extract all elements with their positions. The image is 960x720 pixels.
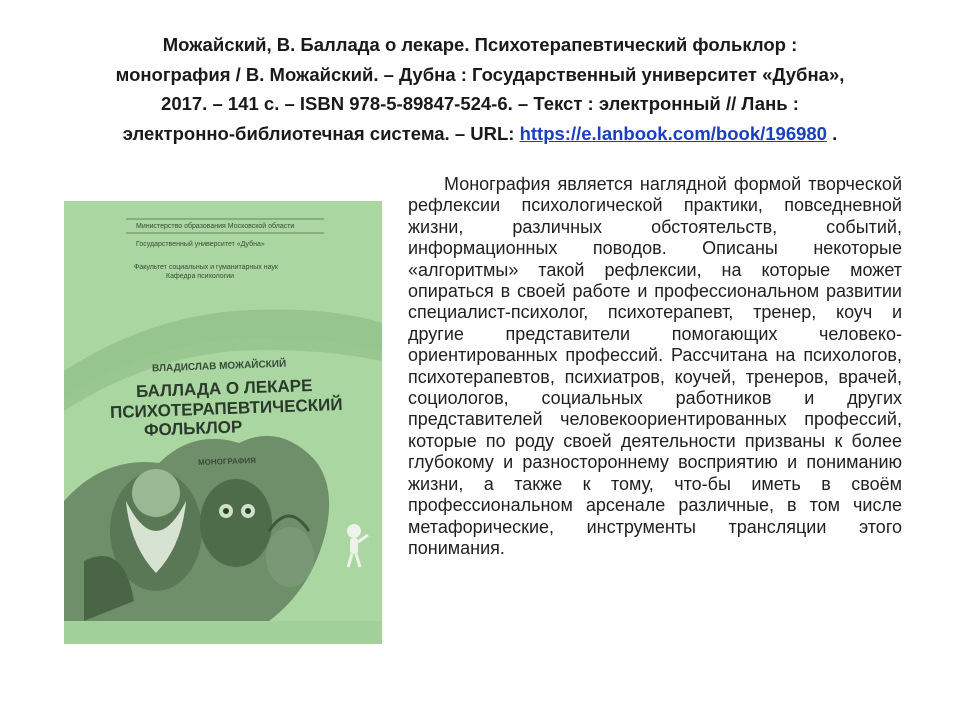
cover-figure	[347, 524, 368, 567]
cover-illustration	[64, 436, 382, 644]
cover-title-line-2: ПСИХОТЕРАПЕВТИЧЕСКИЙ	[109, 394, 343, 423]
citation	[40, 30, 920, 148]
cover-author: ВЛАДИСЛАВ МОЖАЙСКИЙ	[151, 358, 287, 375]
citation-line-3: 2017. – 141 с. – ISBN 978-5-89847-524-6. – Текст : электронный // Лань :	[161, 93, 799, 114]
cover-faculty: Факультет социальных и гуманитарных наук	[134, 264, 278, 271]
citation-url-link[interactable]: https://e.lanbook.com/book/196980	[519, 122, 827, 144]
citation-line-4: электронно-библиотечная система. – URL:	[122, 122, 520, 144]
cover-department: Кафедра психологии	[166, 273, 235, 280]
citation-line-2: монография / В. Можайский. – Дубна : Государственный университет «Дубна»,	[115, 63, 845, 85]
citation-end: .	[826, 122, 838, 144]
cover-title-line-1: БАЛЛАДА О ЛЕКАРЕ	[135, 375, 313, 402]
book-cover	[64, 201, 382, 644]
cover-title-line-3: ФОЛЬКЛОР	[143, 417, 243, 440]
cover-ministry: Министерство образования Московской области	[136, 223, 295, 230]
cover-university: Государственный университет «Дубна»	[136, 241, 265, 248]
book-description: Монография является наглядной формой творческой рефлексии психологической практики, повседневной жизни, различных обстоятельств, событий, информационных поводов. Описаны некоторые «алгоритмы» такой рефлексии, на которые может опираться в своей работе и профессиональном развитии специалист-психолог, психотерапевт, тренер, коуч и другие представители помогающих человеко-ориентированных профессий. Рассчитана на психологов, психотерапевтов, психиатров, коучей, тренеров, врачей, социологов, социальных работников и других представителей человекоориентированных профессий, которые по роду своей деятельности призваны к более глубокому и разностороннему восприятию и пониманию жизни, а также к тому, что-бы иметь в своём профессиональном арсенале различные, в том числе метафорические, инструменты трансляции этого понимания.	[408, 174, 902, 558]
citation-line-1: Можайский, В. Баллада о лекаре. Психотерапевтический фольклор :	[162, 34, 798, 55]
cover-genre: МОНОГРАФИЯ	[197, 455, 257, 468]
